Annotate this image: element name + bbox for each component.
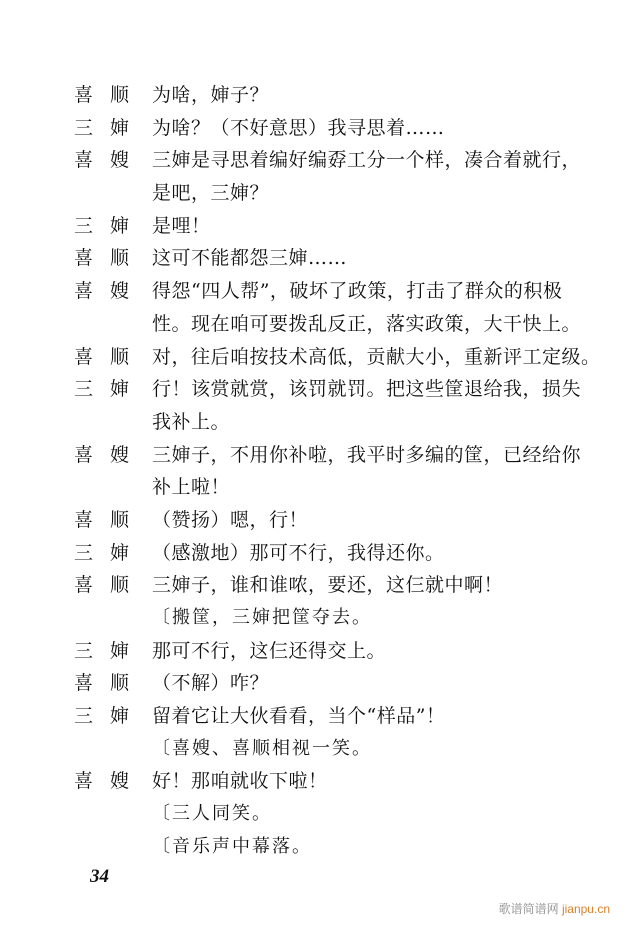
dialogue-line xyxy=(74,700,614,733)
dialogue-line xyxy=(74,667,614,700)
speaker xyxy=(74,308,152,341)
speaker-char xyxy=(74,177,110,210)
line-text: 是哩！ xyxy=(152,214,211,237)
speaker xyxy=(74,602,152,635)
speaker xyxy=(74,537,152,570)
speaker xyxy=(74,373,152,406)
speaker-char xyxy=(110,831,146,864)
speaker-char: 喜 xyxy=(74,280,94,303)
speaker-char xyxy=(74,798,110,831)
line-text: 三婶子，谁和谁哝，要还，这仨就中啊！ xyxy=(152,574,504,597)
speaker-char xyxy=(110,406,146,439)
line-text: 好！那咱就收下啦！ xyxy=(152,770,328,793)
speaker-char: 顺 xyxy=(110,574,130,597)
dialogue-line xyxy=(74,144,614,177)
stage-direction xyxy=(74,602,614,635)
speaker-char: 婶 xyxy=(110,639,130,662)
watermark xyxy=(499,900,610,917)
speaker-char xyxy=(110,602,146,635)
speaker-char: 顺 xyxy=(110,84,130,106)
speaker xyxy=(74,406,152,439)
line-text: 那可不行，这仨还得交上。 xyxy=(152,639,387,662)
line-text: 〔音乐声中幕落。 xyxy=(152,835,312,857)
speaker-char xyxy=(110,308,146,341)
line-text: （不解）咋？ xyxy=(152,672,270,695)
speaker-char xyxy=(110,733,146,766)
speaker-char: 顺 xyxy=(110,672,130,695)
speaker-char xyxy=(110,177,146,210)
speaker-char: 三 xyxy=(74,705,94,728)
speaker-char: 三 xyxy=(74,639,94,662)
speaker-char xyxy=(74,471,110,504)
speaker-char: 三 xyxy=(74,541,94,564)
line-text: 得怨“四人帮”，破坏了政策，打击了群众的积极 xyxy=(152,280,563,303)
watermark-en: jianpu.cn xyxy=(561,902,610,916)
speaker-char: 喜 xyxy=(74,247,94,270)
dialogue-line xyxy=(74,242,614,275)
dialogue-line xyxy=(74,635,614,668)
speaker xyxy=(74,635,152,668)
speaker xyxy=(74,144,152,177)
speaker xyxy=(74,242,152,275)
speaker xyxy=(74,275,152,308)
line-text: 〔搬筐，三婶把筐夺去。 xyxy=(152,607,372,628)
speaker xyxy=(74,765,152,798)
line-text: 补上啦！ xyxy=(152,476,231,499)
dialogue-line xyxy=(74,406,614,439)
speaker xyxy=(74,177,152,210)
line-text: （感激地）那可不行，我得还你。 xyxy=(152,541,445,564)
script-body xyxy=(74,79,614,864)
line-text: 我补上。 xyxy=(152,410,231,433)
speaker xyxy=(74,112,152,145)
speaker xyxy=(74,831,152,864)
speaker xyxy=(74,210,152,243)
speaker xyxy=(74,569,152,602)
speaker xyxy=(74,504,152,537)
line-text: 三婶子，不用你补啦，我平时多编的筐，已经给你 xyxy=(152,443,582,466)
dialogue-line xyxy=(74,112,614,145)
speaker-char: 婶 xyxy=(110,378,130,401)
speaker-char: 喜 xyxy=(74,345,94,368)
speaker-char xyxy=(110,798,146,831)
dialogue-line xyxy=(74,275,614,308)
speaker-char: 婶 xyxy=(110,705,130,728)
line-text: （赞扬）嗯，行！ xyxy=(152,508,309,531)
line-text: 为啥？（不好意思）我寻思着…… xyxy=(152,116,445,139)
speaker-char: 喜 xyxy=(74,149,94,172)
speaker-char xyxy=(74,308,110,341)
line-text: 性。现在咱可要拨乱反正，落实政策，大干快上。 xyxy=(152,312,582,335)
line-text: 为啥，婶子？ xyxy=(152,84,270,106)
line-text: 〔喜嫂、喜顺相视一笑。 xyxy=(152,737,372,759)
dialogue-line xyxy=(74,439,614,472)
page-number: 34 xyxy=(90,866,109,887)
speaker xyxy=(74,471,152,504)
stage-direction xyxy=(74,798,614,831)
dialogue-line xyxy=(74,177,614,210)
speaker-char: 喜 xyxy=(74,508,94,531)
speaker-char: 三 xyxy=(74,214,94,237)
line-text: 是吧，三婶？ xyxy=(152,182,270,205)
speaker-char: 顺 xyxy=(110,508,130,531)
speaker-char: 喜 xyxy=(74,443,94,466)
dialogue-line xyxy=(74,504,614,537)
speaker xyxy=(74,439,152,472)
speaker xyxy=(74,667,152,700)
speaker-char xyxy=(74,733,110,766)
speaker xyxy=(74,341,152,374)
speaker-char: 顺 xyxy=(110,345,130,368)
speaker-char: 婶 xyxy=(110,116,130,139)
dialogue-line xyxy=(74,537,614,570)
speaker-char xyxy=(74,831,110,864)
dialogue-line xyxy=(74,471,614,504)
speaker-char: 三 xyxy=(74,116,94,139)
speaker xyxy=(74,79,152,112)
speaker-char: 嫂 xyxy=(110,149,130,172)
line-text: 对，往后咱按技术高低，贡献大小，重新评工定级。 xyxy=(152,345,601,368)
line-text: 三婶是寻思着编好编孬工分一个样，凑合着就行， xyxy=(152,149,582,172)
stage-direction xyxy=(74,733,614,766)
dialogue-line xyxy=(74,79,614,112)
watermark-cn: 歌谱简谱网 xyxy=(498,902,559,916)
speaker-char xyxy=(74,602,110,635)
speaker-char xyxy=(74,406,110,439)
dialogue-line xyxy=(74,341,614,374)
speaker xyxy=(74,700,152,733)
dialogue-line xyxy=(74,765,614,798)
speaker-char: 嫂 xyxy=(110,770,130,793)
speaker-char: 喜 xyxy=(74,672,94,695)
speaker-char: 三 xyxy=(74,378,94,401)
stage-direction xyxy=(74,831,614,864)
line-text: 这可不能都怨三婶…… xyxy=(152,247,348,270)
speaker-char: 嫂 xyxy=(110,443,130,466)
line-text: 〔三人同笑。 xyxy=(152,803,272,825)
speaker xyxy=(74,733,152,766)
speaker-char: 喜 xyxy=(74,770,94,793)
dialogue-line xyxy=(74,373,614,406)
speaker-char xyxy=(110,471,146,504)
dialogue-line xyxy=(74,308,614,341)
speaker xyxy=(74,798,152,831)
speaker-char: 婶 xyxy=(110,541,130,564)
speaker-char: 喜 xyxy=(74,574,94,597)
speaker-char: 嫂 xyxy=(110,280,130,303)
line-text: 留着它让大伙看看，当个“样品”！ xyxy=(152,705,446,728)
dialogue-line xyxy=(74,569,614,602)
speaker-char: 顺 xyxy=(110,247,130,270)
line-text: 行！该赏就赏，该罚就罚。把这些筐退给我，损失 xyxy=(152,378,582,401)
speaker-char: 喜 xyxy=(74,84,94,106)
speaker-char: 婶 xyxy=(110,214,130,237)
dialogue-line xyxy=(74,210,614,243)
